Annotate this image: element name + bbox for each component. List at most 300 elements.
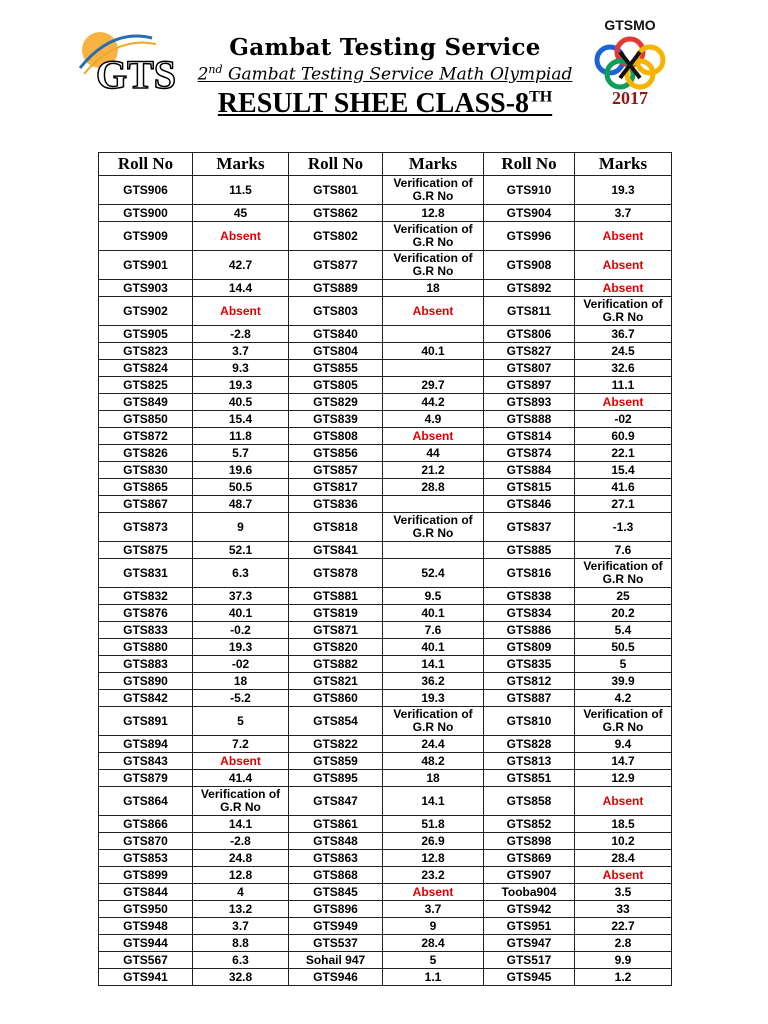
marks-cell: 42.7 xyxy=(193,251,289,280)
roll-no-cell: GTS845 xyxy=(289,884,383,901)
table-row xyxy=(99,753,672,770)
roll-no-cell: GTS996 xyxy=(484,222,575,251)
table-row xyxy=(99,326,672,343)
roll-no-cell: GTS805 xyxy=(289,377,383,394)
marks-cell: 3.7 xyxy=(575,205,672,222)
column-header-marks: Marks xyxy=(575,153,672,176)
roll-no-cell: GTS894 xyxy=(99,736,193,753)
roll-no-cell: GTS827 xyxy=(484,343,575,360)
column-header-marks: Marks xyxy=(193,153,289,176)
marks-cell: 15.4 xyxy=(193,411,289,428)
results-table xyxy=(98,152,672,986)
roll-no-cell: GTS802 xyxy=(289,222,383,251)
roll-no-cell: GTS897 xyxy=(484,377,575,394)
roll-no-cell: GTS812 xyxy=(484,673,575,690)
marks-cell: 40.1 xyxy=(383,639,484,656)
roll-no-cell: GTS886 xyxy=(484,622,575,639)
marks-cell: 6.3 xyxy=(193,559,289,588)
marks-cell: 19.3 xyxy=(575,176,672,205)
roll-no-cell: GTS537 xyxy=(289,935,383,952)
marks-cell: 5.4 xyxy=(575,622,672,639)
marks-cell: Verification of G.R No xyxy=(575,707,672,736)
roll-no-cell: GTS863 xyxy=(289,850,383,867)
roll-no-cell: GTS875 xyxy=(99,542,193,559)
event-ordinal-suffix: nd xyxy=(208,63,223,76)
marks-cell: 13.2 xyxy=(193,901,289,918)
roll-no-cell: GTS810 xyxy=(484,707,575,736)
roll-no-cell: GTS839 xyxy=(289,411,383,428)
marks-cell: 9.5 xyxy=(383,588,484,605)
marks-cell: -1.3 xyxy=(575,513,672,542)
marks-cell: 10.2 xyxy=(575,833,672,850)
roll-no-cell: GTS941 xyxy=(99,969,193,986)
marks-cell: 41.6 xyxy=(575,479,672,496)
table-row xyxy=(99,251,672,280)
table-row xyxy=(99,833,672,850)
marks-cell: -0.2 xyxy=(193,622,289,639)
roll-no-cell: GTS801 xyxy=(289,176,383,205)
roll-no-cell: GTS857 xyxy=(289,462,383,479)
marks-cell: 6.3 xyxy=(193,952,289,969)
roll-no-cell: GTS862 xyxy=(289,205,383,222)
table-row xyxy=(99,770,672,787)
table-row xyxy=(99,884,672,901)
marks-cell: 28.4 xyxy=(383,935,484,952)
marks-cell: 19.3 xyxy=(193,639,289,656)
roll-no-cell: GTS837 xyxy=(484,513,575,542)
marks-cell: Absent xyxy=(575,222,672,251)
marks-cell xyxy=(383,326,484,343)
roll-no-cell: GTS858 xyxy=(484,787,575,816)
roll-no-cell: GTS818 xyxy=(289,513,383,542)
table-row xyxy=(99,656,672,673)
roll-no-cell: Tooba904 xyxy=(484,884,575,901)
table-row xyxy=(99,673,672,690)
roll-no-cell: GTS899 xyxy=(99,867,193,884)
roll-no-cell: GTS880 xyxy=(99,639,193,656)
marks-cell: 12.8 xyxy=(193,867,289,884)
marks-cell: 24.5 xyxy=(575,343,672,360)
marks-cell: 41.4 xyxy=(193,770,289,787)
roll-no-cell: GTS849 xyxy=(99,394,193,411)
table-row xyxy=(99,969,672,986)
marks-cell: -02 xyxy=(193,656,289,673)
roll-no-cell: GTS809 xyxy=(484,639,575,656)
marks-cell: 52.4 xyxy=(383,559,484,588)
roll-no-cell: GTS859 xyxy=(289,753,383,770)
marks-cell xyxy=(383,542,484,559)
marks-cell: 12.8 xyxy=(383,205,484,222)
table-row xyxy=(99,222,672,251)
marks-cell: 60.9 xyxy=(575,428,672,445)
roll-no-cell: GTS823 xyxy=(99,343,193,360)
roll-no-cell: GTS808 xyxy=(289,428,383,445)
roll-no-cell: GTS829 xyxy=(289,394,383,411)
marks-cell: 9 xyxy=(383,918,484,935)
roll-no-cell: GTS820 xyxy=(289,639,383,656)
roll-no-cell: GTS816 xyxy=(484,559,575,588)
table-row xyxy=(99,377,672,394)
marks-cell: 33 xyxy=(575,901,672,918)
roll-no-cell: GTS895 xyxy=(289,770,383,787)
table-row xyxy=(99,428,672,445)
marks-cell: 36.7 xyxy=(575,326,672,343)
roll-no-cell: GTS831 xyxy=(99,559,193,588)
roll-no-cell: GTS903 xyxy=(99,280,193,297)
roll-no-cell: GTS819 xyxy=(289,605,383,622)
roll-no-cell: GTS909 xyxy=(99,222,193,251)
roll-no-cell: GTS904 xyxy=(484,205,575,222)
roll-no-cell: GTS852 xyxy=(484,816,575,833)
roll-no-cell: GTS942 xyxy=(484,901,575,918)
marks-cell: Verification of G.R No xyxy=(383,222,484,251)
roll-no-cell: GTS892 xyxy=(484,280,575,297)
marks-cell: 5 xyxy=(383,952,484,969)
marks-cell: 50.5 xyxy=(575,639,672,656)
roll-no-cell: GTS821 xyxy=(289,673,383,690)
marks-cell: Verification of G.R No xyxy=(383,176,484,205)
roll-no-cell: GTS834 xyxy=(484,605,575,622)
marks-cell: 5.7 xyxy=(193,445,289,462)
roll-no-cell: GTS905 xyxy=(99,326,193,343)
roll-no-cell: GTS843 xyxy=(99,753,193,770)
roll-no-cell: GTS902 xyxy=(99,297,193,326)
marks-cell: -02 xyxy=(575,411,672,428)
table-row xyxy=(99,867,672,884)
gtsmo-logo-text: GTSMO xyxy=(604,17,656,33)
roll-no-cell: GTS950 xyxy=(99,901,193,918)
roll-no-cell: GTS856 xyxy=(289,445,383,462)
roll-no-cell: GTS896 xyxy=(289,901,383,918)
marks-cell xyxy=(383,360,484,377)
marks-cell: 14.1 xyxy=(383,656,484,673)
marks-cell: 51.8 xyxy=(383,816,484,833)
roll-no-cell: GTS866 xyxy=(99,816,193,833)
table-header-row xyxy=(99,153,672,176)
roll-no-cell: GTS846 xyxy=(484,496,575,513)
marks-cell: 32.8 xyxy=(193,969,289,986)
marks-cell: 44 xyxy=(383,445,484,462)
roll-no-cell: GTS830 xyxy=(99,462,193,479)
event-name xyxy=(190,63,580,85)
roll-no-cell: GTS854 xyxy=(289,707,383,736)
table-row xyxy=(99,297,672,326)
table-row xyxy=(99,542,672,559)
roll-no-cell: GTS945 xyxy=(484,969,575,986)
roll-no-cell: GTS948 xyxy=(99,918,193,935)
marks-cell: 44.2 xyxy=(383,394,484,411)
table-row xyxy=(99,639,672,656)
roll-no-cell: GTS879 xyxy=(99,770,193,787)
marks-cell: 7.2 xyxy=(193,736,289,753)
gts-logo-text: GTS xyxy=(96,52,177,97)
roll-no-cell: GTS885 xyxy=(484,542,575,559)
table-row xyxy=(99,360,672,377)
roll-no-cell: GTS876 xyxy=(99,605,193,622)
roll-no-cell: GTS946 xyxy=(289,969,383,986)
table-row xyxy=(99,394,672,411)
roll-no-cell: GTS811 xyxy=(484,297,575,326)
marks-cell: 8.8 xyxy=(193,935,289,952)
roll-no-cell: GTS841 xyxy=(289,542,383,559)
roll-no-cell: GTS822 xyxy=(289,736,383,753)
roll-no-cell: GTS887 xyxy=(484,690,575,707)
roll-no-cell: GTS891 xyxy=(99,707,193,736)
marks-cell: -2.8 xyxy=(193,326,289,343)
results-body xyxy=(99,176,672,986)
table-row xyxy=(99,176,672,205)
marks-cell: 22.1 xyxy=(575,445,672,462)
marks-cell: 11.1 xyxy=(575,377,672,394)
table-row xyxy=(99,343,672,360)
roll-no-cell: GTS861 xyxy=(289,816,383,833)
roll-no-cell: GTS860 xyxy=(289,690,383,707)
marks-cell: 23.2 xyxy=(383,867,484,884)
marks-cell: Absent xyxy=(193,753,289,770)
marks-cell: 19.6 xyxy=(193,462,289,479)
marks-cell: 9.9 xyxy=(575,952,672,969)
marks-cell: 18 xyxy=(383,770,484,787)
page-title-main: RESULT SHEE CLASS-8 xyxy=(217,88,530,119)
roll-no-cell: GTS873 xyxy=(99,513,193,542)
roll-no-cell: GTS567 xyxy=(99,952,193,969)
marks-cell: 18 xyxy=(193,673,289,690)
roll-no-cell: GTS883 xyxy=(99,656,193,673)
marks-cell: 4.2 xyxy=(575,690,672,707)
roll-no-cell: GTS881 xyxy=(289,588,383,605)
marks-cell: 9 xyxy=(193,513,289,542)
roll-no-cell: GTS877 xyxy=(289,251,383,280)
marks-cell: 36.2 xyxy=(383,673,484,690)
marks-cell: 18 xyxy=(383,280,484,297)
roll-no-cell: GTS910 xyxy=(484,176,575,205)
table-row xyxy=(99,952,672,969)
marks-cell: 14.4 xyxy=(193,280,289,297)
marks-cell: 28.4 xyxy=(575,850,672,867)
roll-no-cell: GTS838 xyxy=(484,588,575,605)
page-title-sup: TH xyxy=(529,88,553,106)
marks-cell: 26.9 xyxy=(383,833,484,850)
roll-no-cell: GTS900 xyxy=(99,205,193,222)
roll-no-cell: GTS828 xyxy=(484,736,575,753)
marks-cell: Verification of G.R No xyxy=(383,513,484,542)
marks-cell xyxy=(383,496,484,513)
marks-cell: -5.2 xyxy=(193,690,289,707)
marks-cell: Absent xyxy=(575,867,672,884)
organization-name: Gambat Testing Service xyxy=(229,34,541,61)
roll-no-cell: GTS832 xyxy=(99,588,193,605)
marks-cell: 29.7 xyxy=(383,377,484,394)
table-row xyxy=(99,850,672,867)
roll-no-cell: Sohail 947 xyxy=(289,952,383,969)
gts-logo xyxy=(72,28,192,98)
roll-no-cell: GTS864 xyxy=(99,787,193,816)
roll-no-cell: GTS851 xyxy=(484,770,575,787)
roll-no-cell: GTS803 xyxy=(289,297,383,326)
roll-no-cell: GTS844 xyxy=(99,884,193,901)
roll-no-cell: GTS806 xyxy=(484,326,575,343)
roll-no-cell: GTS836 xyxy=(289,496,383,513)
table-row xyxy=(99,205,672,222)
table-row xyxy=(99,588,672,605)
roll-no-cell: GTS826 xyxy=(99,445,193,462)
roll-no-cell: GTS807 xyxy=(484,360,575,377)
marks-cell: 5 xyxy=(193,707,289,736)
event-name-text: Gambat Testing Service Math Olympiad xyxy=(222,64,573,85)
roll-no-cell: GTS842 xyxy=(99,690,193,707)
marks-cell: 11.8 xyxy=(193,428,289,445)
marks-cell: 20.2 xyxy=(575,605,672,622)
roll-no-cell: GTS889 xyxy=(289,280,383,297)
marks-cell: Absent xyxy=(575,251,672,280)
table-row xyxy=(99,622,672,639)
table-row xyxy=(99,280,672,297)
marks-cell: 18.5 xyxy=(575,816,672,833)
marks-cell: 39.9 xyxy=(575,673,672,690)
roll-no-cell: GTS825 xyxy=(99,377,193,394)
table-row xyxy=(99,935,672,952)
roll-no-cell: GTS951 xyxy=(484,918,575,935)
roll-no-cell: GTS944 xyxy=(99,935,193,952)
roll-no-cell: GTS878 xyxy=(289,559,383,588)
marks-cell: 5 xyxy=(575,656,672,673)
roll-no-cell: GTS853 xyxy=(99,850,193,867)
table-row xyxy=(99,462,672,479)
page-title xyxy=(200,88,570,120)
table-row xyxy=(99,901,672,918)
marks-cell: 11.5 xyxy=(193,176,289,205)
roll-no-cell: GTS848 xyxy=(289,833,383,850)
roll-no-cell: GTS907 xyxy=(484,867,575,884)
table-row xyxy=(99,445,672,462)
marks-cell: -2.8 xyxy=(193,833,289,850)
roll-no-cell: GTS901 xyxy=(99,251,193,280)
roll-no-cell: GTS947 xyxy=(484,935,575,952)
marks-cell: 14.1 xyxy=(383,787,484,816)
marks-cell: 24.8 xyxy=(193,850,289,867)
roll-no-cell: GTS867 xyxy=(99,496,193,513)
marks-cell: 3.5 xyxy=(575,884,672,901)
table-row xyxy=(99,787,672,816)
roll-no-cell: GTS824 xyxy=(99,360,193,377)
roll-no-cell: GTS814 xyxy=(484,428,575,445)
roll-no-cell: GTS869 xyxy=(484,850,575,867)
marks-cell: 12.8 xyxy=(383,850,484,867)
table-row xyxy=(99,559,672,588)
roll-no-cell: GTS949 xyxy=(289,918,383,935)
marks-cell: 22.7 xyxy=(575,918,672,935)
table-row xyxy=(99,479,672,496)
roll-no-cell: GTS833 xyxy=(99,622,193,639)
table-row xyxy=(99,736,672,753)
roll-no-cell: GTS871 xyxy=(289,622,383,639)
marks-cell: 15.4 xyxy=(575,462,672,479)
roll-no-cell: GTS906 xyxy=(99,176,193,205)
marks-cell: Absent xyxy=(193,222,289,251)
marks-cell: Absent xyxy=(193,297,289,326)
marks-cell: 3.7 xyxy=(383,901,484,918)
marks-cell: Absent xyxy=(575,280,672,297)
event-ordinal: 2 xyxy=(197,64,209,85)
marks-cell: 28.8 xyxy=(383,479,484,496)
roll-no-cell: GTS813 xyxy=(484,753,575,770)
roll-no-cell: GTS850 xyxy=(99,411,193,428)
marks-cell: 37.3 xyxy=(193,588,289,605)
marks-cell: 19.3 xyxy=(193,377,289,394)
marks-cell: 32.6 xyxy=(575,360,672,377)
marks-cell: 14.1 xyxy=(193,816,289,833)
roll-no-cell: GTS840 xyxy=(289,326,383,343)
table-row xyxy=(99,918,672,935)
table-row xyxy=(99,496,672,513)
marks-cell: 48.7 xyxy=(193,496,289,513)
marks-cell: 12.9 xyxy=(575,770,672,787)
marks-cell: Absent xyxy=(383,884,484,901)
marks-cell: 40.1 xyxy=(193,605,289,622)
marks-cell: Absent xyxy=(575,787,672,816)
marks-cell: 19.3 xyxy=(383,690,484,707)
roll-no-cell: GTS882 xyxy=(289,656,383,673)
roll-no-cell: GTS884 xyxy=(484,462,575,479)
marks-cell: 4.9 xyxy=(383,411,484,428)
marks-cell: Verification of G.R No xyxy=(383,707,484,736)
roll-no-cell: GTS898 xyxy=(484,833,575,850)
marks-cell: 21.2 xyxy=(383,462,484,479)
roll-no-cell: GTS865 xyxy=(99,479,193,496)
marks-cell: Verification of G.R No xyxy=(575,559,672,588)
marks-cell: Absent xyxy=(383,297,484,326)
roll-no-cell: GTS870 xyxy=(99,833,193,850)
roll-no-cell: GTS517 xyxy=(484,952,575,969)
marks-cell: Absent xyxy=(575,394,672,411)
marks-cell: Verification of G.R No xyxy=(383,251,484,280)
column-header-roll-no: Roll No xyxy=(484,153,575,176)
roll-no-cell: GTS893 xyxy=(484,394,575,411)
roll-no-cell: GTS835 xyxy=(484,656,575,673)
roll-no-cell: GTS908 xyxy=(484,251,575,280)
marks-cell: Verification of G.R No xyxy=(193,787,289,816)
marks-cell: Absent xyxy=(383,428,484,445)
marks-cell: 4 xyxy=(193,884,289,901)
marks-cell: 1.1 xyxy=(383,969,484,986)
marks-cell: 52.1 xyxy=(193,542,289,559)
roll-no-cell: GTS815 xyxy=(484,479,575,496)
marks-cell: 3.7 xyxy=(193,918,289,935)
marks-cell: 14.7 xyxy=(575,753,672,770)
table-row xyxy=(99,690,672,707)
marks-cell: 9.4 xyxy=(575,736,672,753)
marks-cell: 40.1 xyxy=(383,343,484,360)
marks-cell: Verification of G.R No xyxy=(575,297,672,326)
roll-no-cell: GTS890 xyxy=(99,673,193,690)
marks-cell: 48.2 xyxy=(383,753,484,770)
roll-no-cell: GTS868 xyxy=(289,867,383,884)
roll-no-cell: GTS817 xyxy=(289,479,383,496)
marks-cell: 40.5 xyxy=(193,394,289,411)
marks-cell: 27.1 xyxy=(575,496,672,513)
olympiad-year: 2017 xyxy=(612,88,648,108)
roll-no-cell: GTS874 xyxy=(484,445,575,462)
marks-cell: 3.7 xyxy=(193,343,289,360)
column-header-roll-no: Roll No xyxy=(99,153,193,176)
table-row xyxy=(99,411,672,428)
page-header xyxy=(0,0,768,150)
table-row xyxy=(99,707,672,736)
table-row xyxy=(99,513,672,542)
marks-cell: 9.3 xyxy=(193,360,289,377)
marks-cell: 7.6 xyxy=(575,542,672,559)
table-row xyxy=(99,605,672,622)
